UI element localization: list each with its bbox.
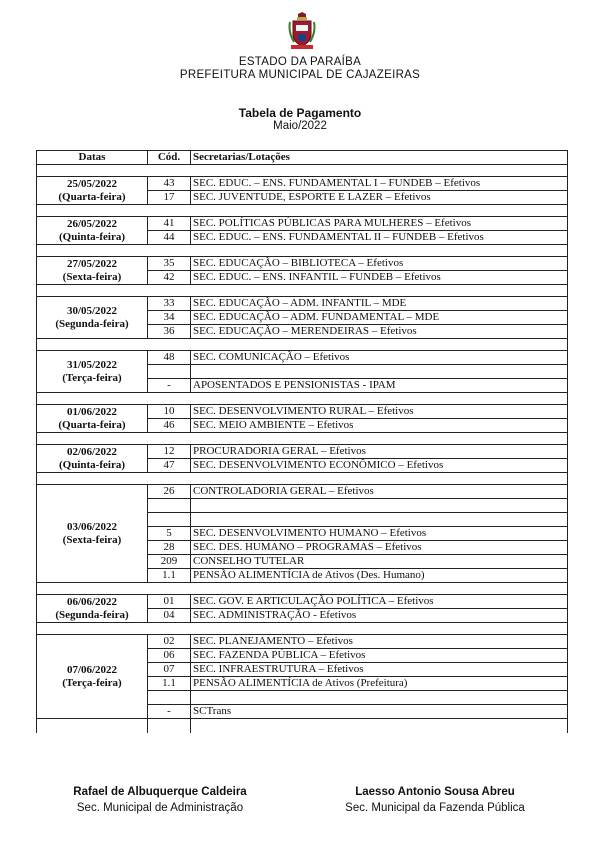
code-cell: 1.1 [148,569,191,583]
group-spacer-row [37,205,568,217]
department-cell: APOSENTADOS E PENSIONISTAS - IPAM [191,379,568,393]
date-cell [37,297,148,339]
table-row [37,217,568,231]
payment-date: 30/05/2022 [66,304,118,317]
payment-date: 31/05/2022 [66,358,118,371]
code-cell: - [148,705,191,719]
signer-role: Sec. Municipal de Administração [76,802,244,814]
department-cell: SEC. EDUC. – ENS. FUNDAMENTAL I – FUNDEB – Efetivos [191,177,568,191]
column-header-dates: Datas [37,151,148,165]
table-row [37,297,568,311]
group-spacer-row [37,339,568,351]
column-header-departments: Secretarias/Lotações [191,151,568,165]
code-cell: 42 [148,271,191,285]
page-title: Tabela de Pagamento [238,106,362,120]
spacer-cell [37,623,568,635]
group-spacer-row [37,393,568,405]
payment-date: 27/05/2022 [66,257,118,270]
department-cell [191,365,568,379]
department-cell: SEC. EDUCAÇÃO – BIBLIOTECA – Efetivos [191,257,568,271]
code-cell [148,513,191,527]
code-cell: 02 [148,635,191,649]
date-cell [37,351,148,393]
code-cell: 06 [148,649,191,663]
date-cell [37,635,148,719]
signer-name: Rafael de Albuquerque Caldeira [73,786,247,798]
payment-date: 03/06/2022 [66,520,118,533]
department-cell: CONSELHO TUTELAR [191,555,568,569]
payment-weekday: (Terça-feira) [62,371,122,384]
table-row [37,485,568,499]
payment-weekday: (Quarta-feira) [58,190,126,203]
table-row [37,177,568,191]
table-body [37,165,568,734]
signer-name: Laesso Antonio Sousa Abreu [355,786,515,798]
code-cell: 44 [148,231,191,245]
code-cell: 10 [148,405,191,419]
spacer-cell [37,473,568,485]
payment-weekday: (Quinta-feira) [59,458,125,471]
table-row [37,635,568,649]
department-cell: SEC. EDUC. – ENS. INFANTIL – FUNDEB – Efetivos [191,271,568,285]
code-cell: 04 [148,609,191,623]
department-cell: SEC. DES. HUMANO – PROGRAMAS – Efetivos [191,541,568,555]
code-cell [148,365,191,379]
department-cell: SEC. PLANEJAMENTO – Efetivos [191,635,568,649]
department-cell: SEC. EDUCAÇÃO – ADM. INFANTIL – MDE [191,297,568,311]
spacer-cell [37,285,568,297]
code-cell: - [148,379,191,393]
payment-weekday: (Sexta-feira) [62,270,122,283]
code-cell: 5 [148,527,191,541]
code-cell: 209 [148,555,191,569]
department-cell: SEC. EDUCAÇÃO – MERENDEIRAS – Efetivos [191,325,568,339]
payment-weekday: (Sexta-feira) [62,533,122,546]
group-spacer-row [37,285,568,297]
code-cell [148,691,191,705]
payment-weekday: (Segunda-feira) [55,317,129,330]
signer-role: Sec. Municipal da Fazenda Pública [345,802,525,814]
group-spacer-row [37,433,568,445]
page-subtitle: Maio/2022 [273,120,327,132]
trail-cell [37,719,148,734]
trail-cell [191,719,568,734]
state-heading: ESTADO DA PARAÍBA [238,56,362,68]
department-cell: SEC. EDUCAÇÃO – ADM. FUNDAMENTAL – MDE [191,311,568,325]
payment-weekday: (Terça-feira) [62,676,122,689]
department-cell: SEC. FAZENDA PÚBLICA – Efetivos [191,649,568,663]
department-cell: SEC. POLÍTICAS PÚBLICAS PARA MULHERES – Efetivos [191,217,568,231]
code-cell: 26 [148,485,191,499]
payment-date: 26/05/2022 [66,217,118,230]
city-heading: PREFEITURA MUNICIPAL DE CAJAZEIRAS [179,69,421,81]
code-cell: 12 [148,445,191,459]
department-cell: SEC. INFRAESTRUTURA – Efetivos [191,663,568,677]
code-cell: 33 [148,297,191,311]
payment-date: 02/06/2022 [66,445,118,458]
table-row [37,445,568,459]
signature-block-finance [310,786,560,814]
payment-table [36,150,568,733]
spacer-cell [37,433,568,445]
spacer-cell [37,393,568,405]
department-cell: PENSÃO ALIMENTÍCIA de Ativos (Prefeitura) [191,677,568,691]
code-cell: 07 [148,663,191,677]
code-cell: 17 [148,191,191,205]
spacer-cell [37,165,568,177]
date-cell [37,485,148,583]
date-cell [37,595,148,623]
code-cell: 35 [148,257,191,271]
code-cell: 47 [148,459,191,473]
payment-date: 25/05/2022 [66,177,118,190]
payment-weekday: (Quinta-feira) [59,230,125,243]
code-cell: 46 [148,419,191,433]
department-cell: SCTrans [191,705,568,719]
signature-block-administration [40,786,280,814]
column-header-code: Cód. [148,151,191,165]
spacer-cell [37,245,568,257]
coat-of-arms-icon [288,12,316,50]
table-end-row [37,719,568,734]
table-row [37,595,568,609]
trail-cell [148,719,191,734]
group-spacer-row [37,473,568,485]
department-cell: SEC. DESENVOLVIMENTO ECONÔMICO – Efetivos [191,459,568,473]
spacer-cell [37,339,568,351]
payment-date: 01/06/2022 [66,405,118,418]
department-cell: SEC. GOV. E ARTICULAÇÃO POLÍTICA – Efetivos [191,595,568,609]
payment-weekday: (Segunda-feira) [55,608,129,621]
date-cell [37,445,148,473]
table-row [37,351,568,365]
payment-date: 06/06/2022 [66,595,118,608]
code-cell: 1.1 [148,677,191,691]
payment-date: 07/06/2022 [66,663,118,676]
group-spacer-row [37,165,568,177]
payment-weekday: (Quarta-feira) [58,418,126,431]
department-cell: SEC. EDUC. – ENS. FUNDAMENTAL II – FUNDEB – Efetivos [191,231,568,245]
department-cell: PROCURADORIA GERAL – Efetivos [191,445,568,459]
department-cell [191,499,568,513]
code-cell: 41 [148,217,191,231]
date-cell [37,217,148,245]
department-cell: SEC. DESENVOLVIMENTO HUMANO – Efetivos [191,527,568,541]
department-cell: SEC. MEIO AMBIENTE – Efetivos [191,419,568,433]
department-cell [191,691,568,705]
code-cell: 43 [148,177,191,191]
code-cell: 01 [148,595,191,609]
department-cell: CONTROLADORIA GERAL – Efetivos [191,485,568,499]
table-row [37,405,568,419]
spacer-cell [37,583,568,595]
code-cell: 48 [148,351,191,365]
group-spacer-row [37,623,568,635]
date-cell [37,405,148,433]
code-cell: 36 [148,325,191,339]
department-cell [191,513,568,527]
group-spacer-row [37,245,568,257]
code-cell: 34 [148,311,191,325]
table-header-row [37,151,568,165]
department-cell: SEC. COMUNICAÇÃO – Efetivos [191,351,568,365]
code-cell: 28 [148,541,191,555]
department-cell: SEC. DESENVOLVIMENTO RURAL – Efetivos [191,405,568,419]
date-cell [37,177,148,205]
date-cell [37,257,148,285]
table-row [37,257,568,271]
code-cell [148,499,191,513]
spacer-cell [37,205,568,217]
group-spacer-row [37,583,568,595]
department-cell: SEC. JUVENTUDE, ESPORTE E LAZER – Efetivos [191,191,568,205]
department-cell: PENSÃO ALIMENTÍCIA de Ativos (Des. Humano) [191,569,568,583]
department-cell: SEC. ADMINISTRAÇÃO - Efetivos [191,609,568,623]
